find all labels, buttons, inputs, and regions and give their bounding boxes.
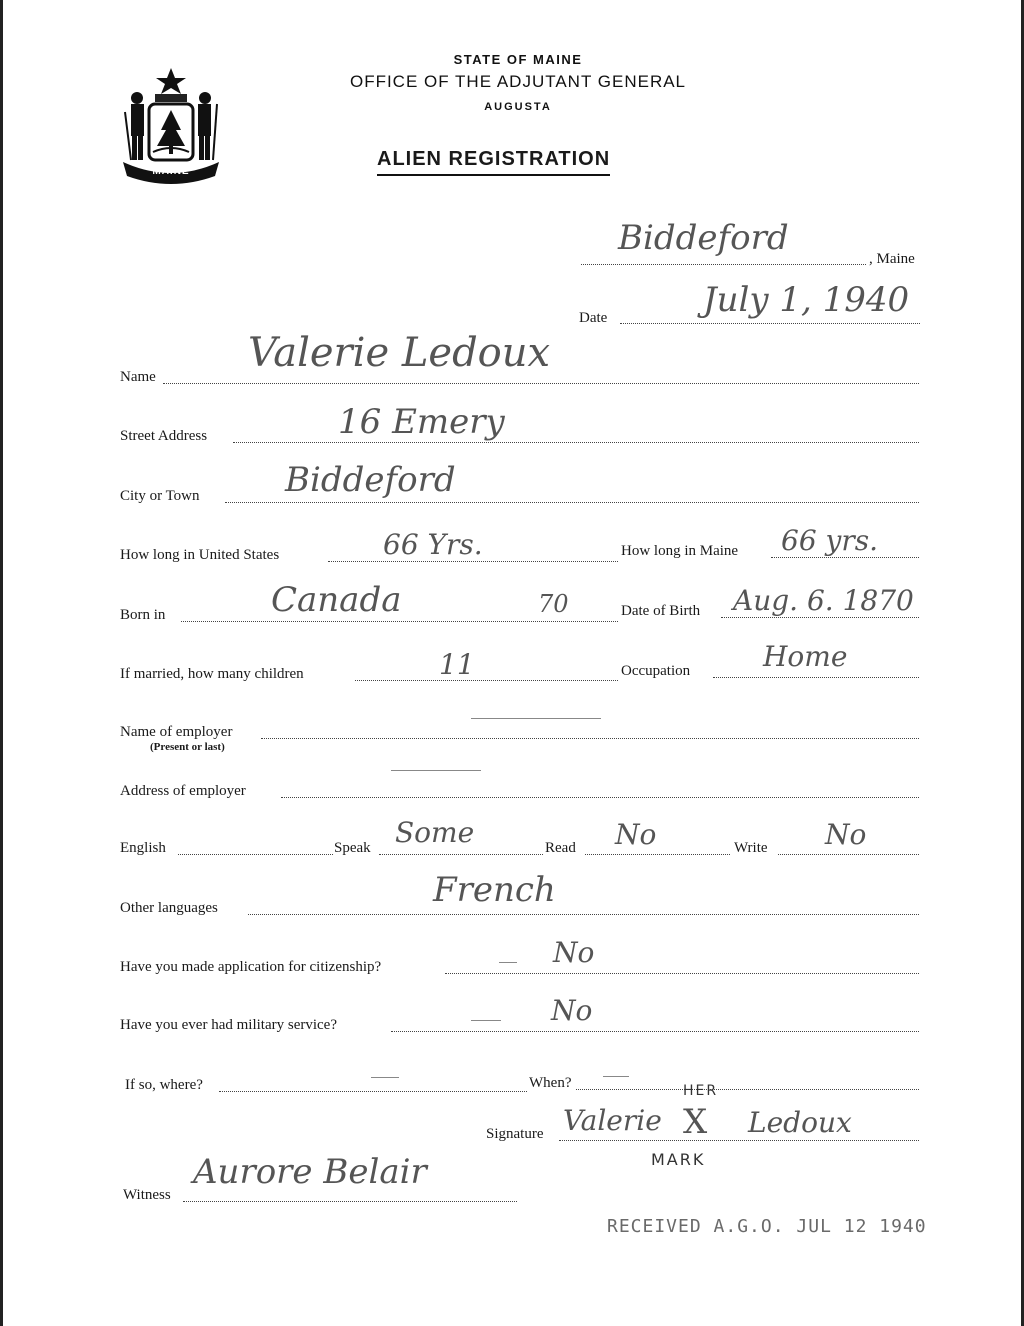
write-line xyxy=(778,854,919,855)
employer-address-label: Address of employer xyxy=(120,783,246,799)
citizenship-dash xyxy=(499,962,517,963)
date-value[interactable]: July 1, 1940 xyxy=(703,280,910,320)
military-dash xyxy=(471,1020,501,1021)
date-of-birth-value[interactable]: Aug. 6. 1870 xyxy=(733,584,914,617)
english-line xyxy=(178,854,333,855)
children-value[interactable]: 11 xyxy=(439,648,475,681)
employer-name-note: (Present or last) xyxy=(150,741,225,753)
speak-label: Speak xyxy=(334,840,371,856)
if-so-where-line xyxy=(219,1091,527,1092)
write-value[interactable]: No xyxy=(825,818,867,851)
street-address-value[interactable]: 16 Emery xyxy=(338,402,505,442)
read-label: Read xyxy=(545,840,576,856)
employer-name-label: Name of employer xyxy=(120,724,233,740)
signature-first-name[interactable]: Valerie xyxy=(563,1104,662,1137)
how-long-us-line xyxy=(328,561,618,562)
witness-label: Witness xyxy=(123,1187,171,1203)
city-heading: AUGUSTA xyxy=(484,101,552,113)
witness-line xyxy=(183,1201,517,1202)
signature-label: Signature xyxy=(486,1126,544,1142)
if-so-where-dash xyxy=(371,1077,399,1078)
how-long-maine-label: How long in Maine xyxy=(621,543,739,559)
citizenship-line xyxy=(445,973,919,974)
speak-line xyxy=(379,854,543,855)
how-long-us-label: How long in United States xyxy=(120,547,280,563)
other-languages-label: Other languages xyxy=(120,900,218,916)
other-languages-line xyxy=(248,914,919,915)
how-long-us-value[interactable]: 66 Yrs. xyxy=(383,528,483,561)
city-header-line xyxy=(581,264,866,265)
how-long-maine-line xyxy=(771,557,919,558)
speak-value[interactable]: Some xyxy=(395,816,475,849)
born-in-value[interactable]: Canada xyxy=(271,580,402,620)
write-label: Write xyxy=(734,840,768,856)
occupation-value[interactable]: Home xyxy=(763,640,848,673)
born-in-line xyxy=(181,621,618,622)
when-label: When? xyxy=(529,1075,572,1091)
name-value[interactable]: Valerie Ledoux xyxy=(248,330,551,376)
military-value[interactable]: No xyxy=(551,994,593,1027)
date-line xyxy=(620,323,920,324)
employer-address-dash xyxy=(391,770,481,771)
english-label: English xyxy=(120,840,166,856)
when-line xyxy=(576,1089,919,1090)
street-address-label: Street Address xyxy=(120,428,208,444)
city-or-town-label: City or Town xyxy=(120,488,200,504)
name-line xyxy=(163,383,919,384)
city-or-town-line xyxy=(225,502,919,503)
born-in-extra-value: 70 xyxy=(538,590,569,618)
date-of-birth-line xyxy=(721,617,919,618)
children-line xyxy=(355,680,618,681)
state-heading: STATE OF MAINE xyxy=(453,52,583,67)
received-stamp: RECEIVED A.G.O. JUL 12 1940 xyxy=(607,1216,927,1237)
military-line xyxy=(391,1031,919,1032)
signature-last-name[interactable]: Ledoux xyxy=(748,1106,852,1139)
citizenship-value[interactable]: No xyxy=(553,936,595,969)
when-dash xyxy=(603,1076,629,1077)
employer-name-dash xyxy=(471,718,601,719)
maine-label: , Maine xyxy=(869,251,915,267)
date-of-birth-label: Date of Birth xyxy=(621,603,701,619)
born-in-label: Born in xyxy=(120,607,166,623)
read-value[interactable]: No xyxy=(615,818,657,851)
witness-value[interactable]: Aurore Belair xyxy=(193,1152,427,1192)
occupation-line xyxy=(713,677,919,678)
other-languages-value[interactable]: French xyxy=(433,870,556,910)
office-heading: OFFICE OF THE ADJUTANT GENERAL xyxy=(349,72,687,91)
employer-address-line xyxy=(281,797,919,798)
name-label: Name xyxy=(120,369,156,385)
form-title: ALIEN REGISTRATION xyxy=(377,148,610,176)
citizenship-label: Have you made application for citizenship? xyxy=(120,959,382,975)
children-label: If married, how many children xyxy=(120,666,304,682)
military-label: Have you ever had military service? xyxy=(120,1017,337,1033)
occupation-label: Occupation xyxy=(621,663,691,679)
how-long-maine-value[interactable]: 66 yrs. xyxy=(781,524,879,557)
signature-her-note: HER xyxy=(683,1083,719,1099)
employer-name-line xyxy=(261,738,919,739)
signature-line xyxy=(559,1140,919,1141)
city-header-value[interactable]: Biddeford xyxy=(618,218,789,258)
city-or-town-value[interactable]: Biddeford xyxy=(285,460,456,500)
if-so-where-label: If so, where? xyxy=(125,1077,203,1093)
signature-mark-x: X xyxy=(683,1102,708,1142)
street-address-line xyxy=(233,442,919,443)
read-line xyxy=(585,854,730,855)
seal-banner-text: MAINE xyxy=(152,166,190,177)
signature-mark-label: MARK xyxy=(651,1150,706,1169)
date-label: Date xyxy=(579,310,608,326)
